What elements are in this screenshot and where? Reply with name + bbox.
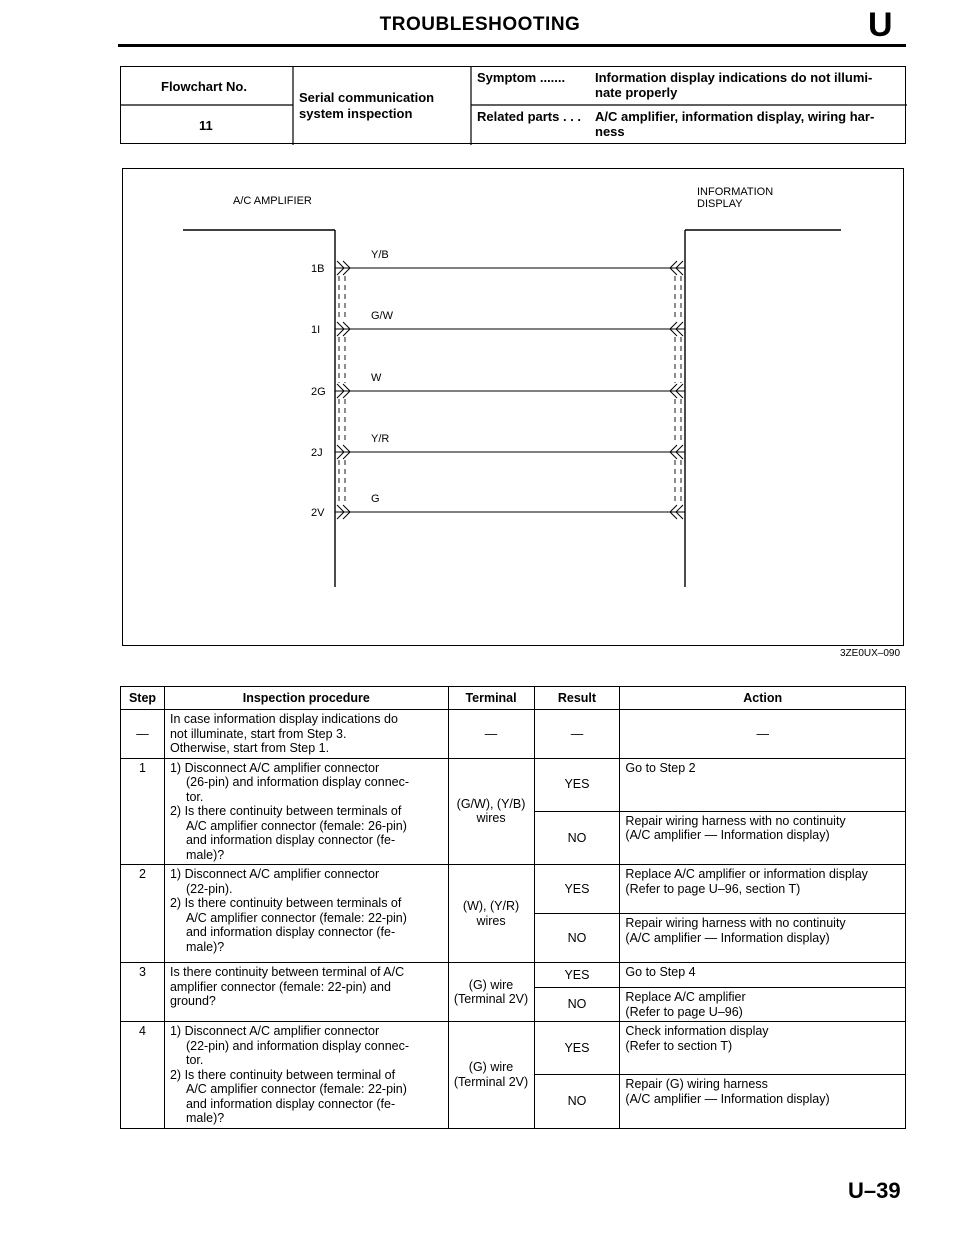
result-cell: — [534, 710, 620, 759]
terminal-label: 1I [311, 324, 321, 336]
text-line: (Refer to section T) [625, 1038, 733, 1053]
text-line: tor. [185, 1053, 204, 1067]
text-line: wires [476, 913, 506, 928]
step-cell: 2 [121, 865, 165, 963]
header-rule [118, 44, 906, 47]
text-line: (G) wire [468, 977, 514, 992]
flowchart-number: 11 [199, 118, 213, 133]
text-line: (Terminal 2V) [453, 992, 529, 1006]
wire-color-label: G [371, 493, 380, 505]
related-parts-label: Related parts . . . [477, 109, 582, 124]
text-line: not illuminate, start from Step 3. [169, 726, 347, 741]
text-line: A/C amplifier connector (female: 22-pin) [185, 910, 407, 925]
action-cell [620, 865, 906, 914]
text-line: ground? [169, 994, 216, 1008]
text-line: and information display connector (fe- [185, 1096, 396, 1111]
procedure-cell [164, 758, 448, 865]
action-cell [620, 758, 906, 811]
text-line: (G/W), (Y/B) [456, 796, 526, 811]
text-line: (Refer to page U–96) [625, 1004, 743, 1019]
text-line: 1) Disconnect A/C amplifier connector [169, 867, 380, 881]
action-cell [620, 963, 906, 988]
procedure-cell [164, 963, 448, 1022]
related-parts-line1: A/C amplifier, information display, wiring har- [595, 109, 875, 124]
terminal-label: 1B [311, 263, 325, 275]
information-display-label-line1: INFORMATION [697, 186, 774, 198]
text-line: — [484, 726, 498, 741]
information-display-label-line2: DISPLAY [697, 198, 743, 210]
text-line: In case information display indications do [169, 712, 398, 726]
procedure-cell [164, 865, 448, 963]
flowchart-info-box [120, 66, 906, 144]
table-row [121, 710, 906, 759]
text-line: (Terminal 2V) [453, 1074, 529, 1089]
action-cell [620, 988, 906, 1022]
text-line: and information display connector (fe- [185, 833, 396, 847]
terminal-cell [448, 865, 534, 963]
header-step: Step [121, 687, 165, 710]
ac-amplifier-label: A/C AMPLIFIER [233, 195, 312, 207]
symptom-text-line1: Information display indications do not illumi- [595, 70, 873, 85]
terminal-label: 2J [311, 447, 323, 459]
text-line: Repair wiring harness with no continuity [625, 916, 846, 930]
result-cell: YES [534, 1022, 620, 1075]
text-line: 2) Is there continuity between terminal of [169, 1067, 396, 1082]
diagram-code: 3ZE0UX–090 [840, 648, 901, 659]
action-cell [620, 811, 906, 864]
result-cell: NO [534, 988, 620, 1022]
text-line: (W), (Y/R) [462, 899, 520, 913]
inspection-title-line1: Serial communication [299, 90, 435, 105]
text-line: Replace A/C amplifier or information display [625, 867, 868, 881]
terminal-cell [448, 710, 534, 759]
text-line: amplifier connector (female: 22-pin) and [169, 979, 391, 994]
action-cell [620, 914, 906, 963]
text-line: Repair wiring harness with no continuity [625, 813, 846, 828]
terminal-cell [448, 758, 534, 865]
wire-color-label: Y/B [371, 249, 389, 261]
text-line: (Refer to page U–96, section T) [625, 881, 801, 896]
text-line: (A/C amplifier — Information display) [625, 828, 830, 843]
page-title: TROUBLESHOOTING [379, 14, 581, 35]
symptom-text-line2: nate properly [595, 85, 678, 100]
result-cell: NO [534, 914, 620, 963]
result-cell: NO [534, 811, 620, 864]
action-cell [620, 710, 906, 759]
text-line: Is there continuity between terminal of A/C [169, 965, 405, 979]
text-line: Check information display [625, 1024, 769, 1038]
text-line: wires [476, 811, 506, 826]
header-result: Result [534, 687, 620, 710]
text-line: male)? [185, 847, 225, 862]
text-line: — [756, 726, 769, 741]
step-cell: 4 [121, 1022, 165, 1129]
text-line: (26-pin) and information display connec- [185, 775, 410, 789]
text-line: Go to Step 4 [625, 965, 696, 979]
flowchart-label: Flowchart No. [161, 79, 247, 94]
text-line: 2) Is there continuity between terminals of [169, 896, 402, 910]
header-procedure: Inspection procedure [164, 687, 448, 710]
step-cell: 1 [121, 758, 165, 865]
text-line: tor. [185, 789, 204, 804]
text-line: male)? [185, 1111, 225, 1125]
wires-group [183, 230, 841, 587]
wiring-diagram-svg [123, 169, 905, 647]
inspection-title-line2: system inspection [299, 106, 413, 121]
terminal-cell [448, 963, 534, 1022]
wire-color-label: G/W [371, 310, 393, 322]
inspection-table [120, 686, 906, 1129]
header-terminal: Terminal [448, 687, 534, 710]
text-line: Repair (G) wiring harness [625, 1077, 768, 1092]
text-line: male)? [185, 939, 225, 954]
step-cell: 3 [121, 963, 165, 1022]
table-row [121, 1022, 906, 1075]
wire-color-label: W [371, 372, 382, 384]
result-cell: YES [534, 963, 620, 988]
text-line: (A/C amplifier — Information display) [625, 1091, 830, 1106]
text-line: A/C amplifier connector (female: 26-pin) [185, 818, 407, 833]
symptom-label: Symptom ....... [477, 70, 566, 85]
text-line: Otherwise, start from Step 1. [169, 741, 330, 755]
terminal-label: 2V [311, 507, 325, 519]
step-cell: — [121, 710, 165, 759]
text-line: Go to Step 2 [625, 760, 696, 775]
terminal-cell [448, 1022, 534, 1129]
text-line: Replace A/C amplifier [625, 990, 746, 1004]
page-number: U–39 [848, 1178, 901, 1203]
text-line: 1) Disconnect A/C amplifier connector [169, 760, 380, 775]
action-cell [620, 1075, 906, 1128]
table-header-row [121, 687, 906, 710]
text-line: 1) Disconnect A/C amplifier connector [169, 1024, 380, 1038]
result-cell: NO [534, 1075, 620, 1128]
table-row [121, 758, 906, 811]
result-cell: YES [534, 865, 620, 914]
wire-color-label: Y/R [371, 433, 390, 445]
table-row [121, 963, 906, 988]
table-row [121, 865, 906, 914]
text-line: 2) Is there continuity between terminals of [169, 804, 402, 818]
text-line: (A/C amplifier — Information display) [625, 930, 830, 945]
related-parts-line2: ness [595, 124, 625, 139]
procedure-cell [164, 710, 448, 759]
terminal-label: 2G [311, 386, 326, 398]
header-action: Action [620, 687, 906, 710]
text-line: A/C amplifier connector (female: 22-pin) [185, 1082, 407, 1096]
action-cell [620, 1022, 906, 1075]
text-line: and information display connector (fe- [185, 925, 396, 939]
text-line: (22-pin) and information display connec- [185, 1038, 410, 1053]
wiring-diagram [122, 168, 904, 646]
procedure-cell [164, 1022, 448, 1129]
text-line: (22-pin). [185, 881, 233, 896]
result-cell: YES [534, 758, 620, 811]
text-line: (G) wire [468, 1060, 514, 1075]
section-letter: U [868, 6, 893, 44]
